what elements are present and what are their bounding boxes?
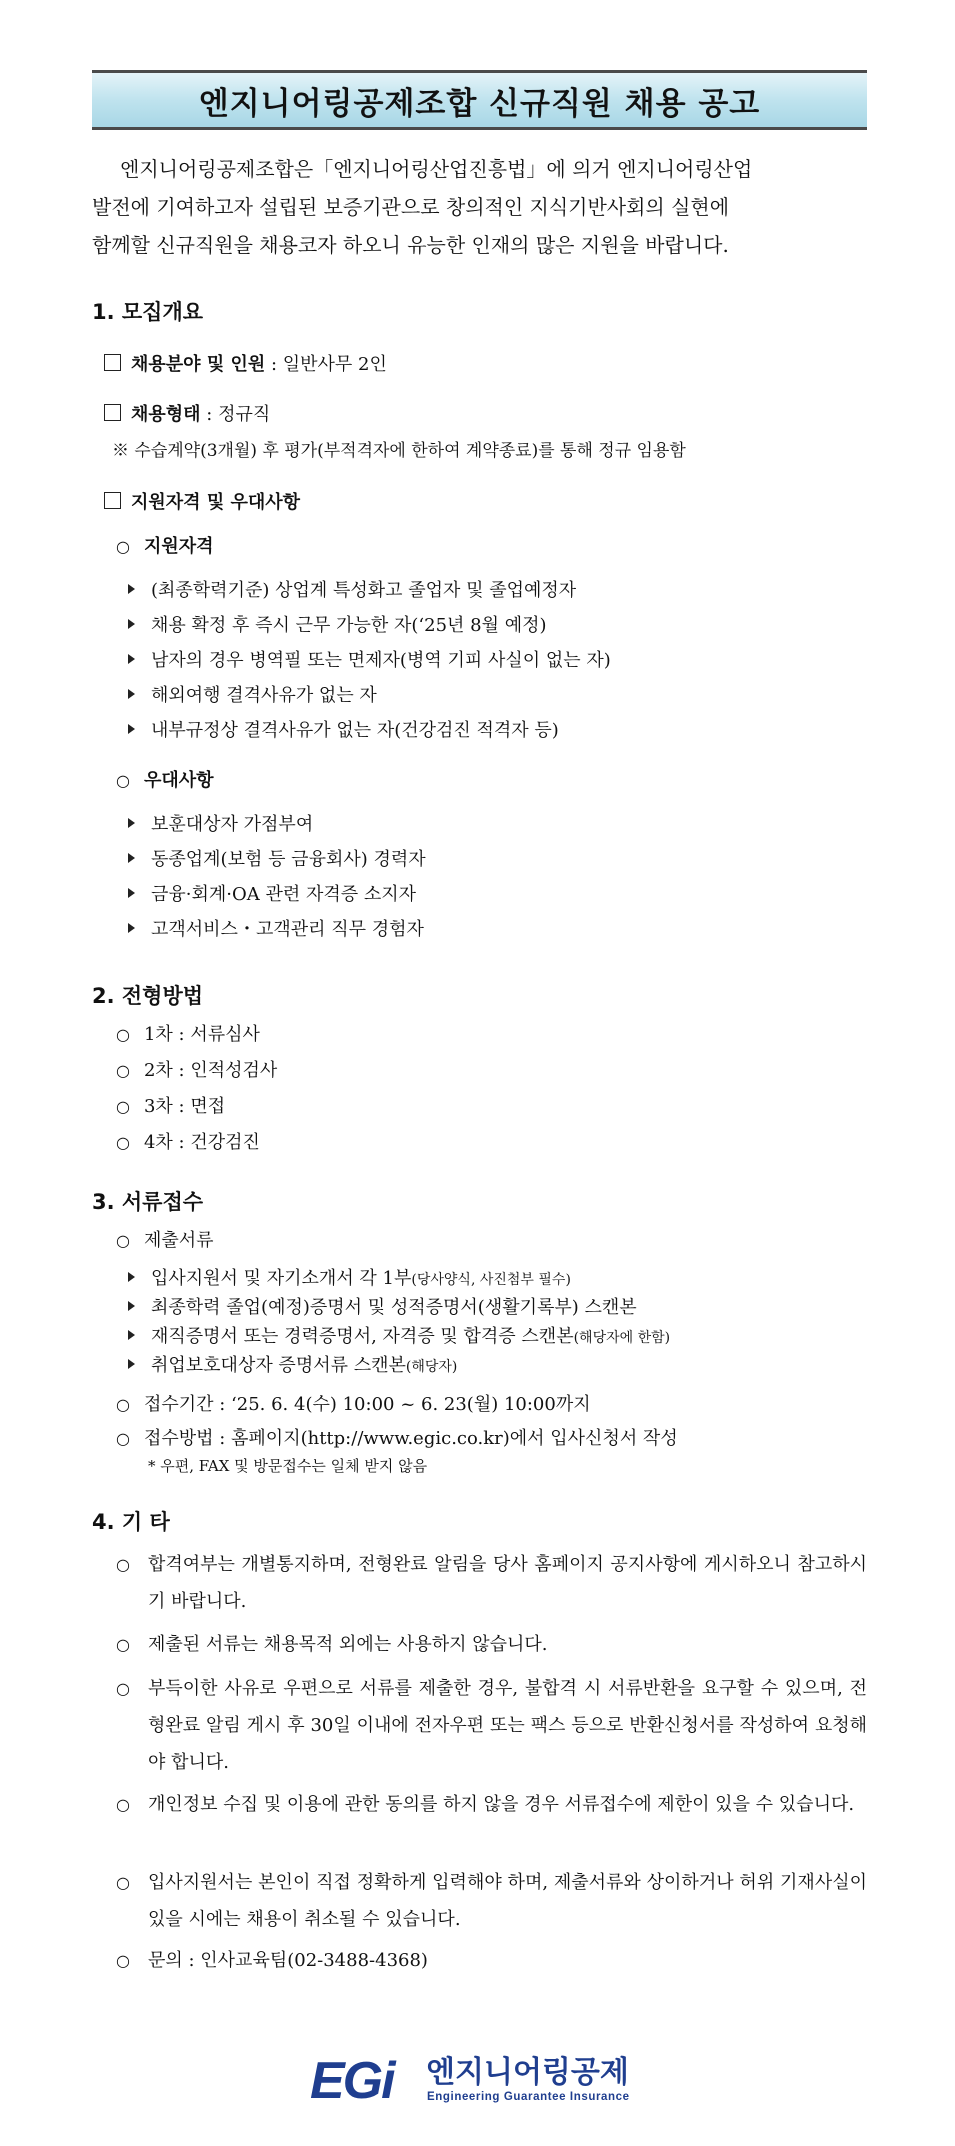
triangle-bullet-icon	[128, 654, 135, 664]
triangle-bullet-icon	[128, 888, 135, 898]
intro-line: 발전에 기여하고자 설립된 보증기관으로 창의적인 지식기반사회의 실현에	[92, 195, 730, 219]
circle-bullet-icon: ○	[116, 1951, 130, 1970]
application-method: ○ 접수방법 : 홈페이지(http://www.egic.co.kr)에서 입사신청서 작성	[116, 1428, 678, 1449]
checkbox-square-icon	[104, 404, 121, 421]
documents-subheading: ○ 제출서류	[116, 1230, 214, 1251]
intro-line: 엔지니어링공제조합은「엔지니어링산업진흥법」에 의거 엔지니어링산업	[120, 157, 753, 181]
circle-bullet-icon: ○	[116, 1097, 130, 1116]
circle-bullet-icon: ○	[116, 1429, 130, 1448]
triangle-bullet-icon	[128, 923, 135, 933]
circle-bullet-icon: ○	[116, 1679, 130, 1698]
section-heading-documents: 3. 서류접수	[92, 1190, 204, 1214]
triangle-bullet-icon	[128, 1330, 135, 1340]
list-item: 금융·회계·OA 관련 자격증 소지자	[128, 880, 416, 906]
list-item: ○ 부득이한 사유로 우편으로 서류를 제출한 경우, 불합격 시 서류반환을 요구할 수 있으며, 전형완료 알림 게시 후 30일 이내에 전자우편 또는 팩스 등으로 반환신청서를 작성하여 요청해야 합니다.	[116, 1670, 867, 1781]
triangle-bullet-icon	[128, 1272, 135, 1282]
circle-bullet-icon: ○	[116, 1873, 130, 1892]
list-item: 보훈대상자 가점부여	[128, 810, 313, 836]
list-item: ○ 4차 : 건강검진	[116, 1132, 260, 1153]
logo-subtitle: Engineering Guarantee Insurance	[427, 2091, 630, 2103]
list-item: 내부규정상 결격사유가 없는 자(건강검진 적격자 등)	[128, 716, 559, 742]
section-heading-etc: 4. 기 타	[92, 1510, 170, 1534]
circle-bullet-icon: ○	[116, 1133, 130, 1152]
checkbox-square-icon	[104, 492, 121, 509]
list-item: 채용 확정 후 즉시 근무 가능한 자(‘25년 8월 예정)	[128, 611, 547, 637]
circle-bullet-icon: ○	[116, 1555, 130, 1574]
list-item: 최종학력 졸업(예정)증명서 및 성적증명서(생활기록부) 스캔본	[128, 1293, 637, 1319]
circle-bullet-icon: ○	[116, 1061, 130, 1080]
qualification-heading: 지원자격 및 우대사항	[104, 488, 300, 514]
contact-info: ○ 문의 : 인사교육팀(02-3488-4368)	[116, 1942, 867, 1979]
list-item: 해외여행 결격사유가 없는 자	[128, 681, 377, 707]
triangle-bullet-icon	[128, 584, 135, 594]
list-item: 고객서비스・고객관리 직무 경험자	[128, 915, 424, 941]
list-item: 입사지원서 및 자기소개서 각 1부(당사양식, 사진첨부 필수)	[128, 1264, 571, 1290]
eligibility-subheading: ○ 지원자격	[116, 536, 214, 557]
application-period: ○ 접수기간 : ‘25. 6. 4(수) 10:00 ~ 6. 23(월) 10:00까지	[116, 1394, 591, 1415]
logo-mark: EGi	[310, 2052, 394, 2110]
circle-bullet-icon: ○	[116, 1231, 130, 1250]
list-item: (최종학력기준) 상업계 특성화고 졸업자 및 졸업예정자	[128, 576, 576, 602]
circle-bullet-icon: ○	[116, 1635, 130, 1654]
preference-subheading: ○ 우대사항	[116, 770, 214, 791]
circle-bullet-icon: ○	[116, 1025, 130, 1044]
intro-paragraph	[92, 150, 867, 264]
section-heading-selection: 2. 전형방법	[92, 984, 204, 1008]
list-item: ○ 1차 : 서류심사	[116, 1024, 260, 1045]
page-title: 엔지니어링공제조합 신규직원 채용 공고	[198, 85, 761, 122]
title-banner	[92, 70, 867, 130]
list-item: 취업보호대상자 증명서류 스캔본(해당자)	[128, 1351, 457, 1377]
list-item: ○ 3차 : 면접	[116, 1096, 226, 1117]
circle-bullet-icon: ○	[116, 1795, 130, 1814]
probation-note: ※ 수습계약(3개월) 후 평가(부적격자에 한하여 계약종료)를 통해 정규 임용함	[112, 441, 686, 461]
list-item: 재직증명서 또는 경력증명서, 자격증 및 합격증 스캔본(해당자에 한함)	[128, 1322, 670, 1348]
list-item: ○ 개인정보 수집 및 이용에 관한 동의를 하지 않을 경우 서류접수에 제한이 있을 수 있습니다.	[116, 1786, 867, 1823]
employment-type: 채용형태 : 정규직	[104, 400, 270, 426]
circle-bullet-icon: ○	[116, 537, 130, 556]
triangle-bullet-icon	[128, 619, 135, 629]
triangle-bullet-icon	[128, 853, 135, 863]
triangle-bullet-icon	[128, 818, 135, 828]
list-item: ○ 입사지원서는 본인이 직접 정확하게 입력해야 하며, 제출서류와 상이하거나 허위 기재사실이 있을 시에는 채용이 취소될 수 있습니다.	[116, 1864, 867, 1938]
list-item: 동종업계(보험 등 금융회사) 경력자	[128, 845, 426, 871]
section-heading-overview: 1. 모집개요	[92, 300, 204, 324]
method-note: * 우편, FAX 및 방문접수는 일체 받지 않음	[148, 1457, 428, 1475]
list-item: 남자의 경우 병역필 또는 면제자(병역 기피 사실이 없는 자)	[128, 646, 611, 672]
egi-logo	[308, 2050, 648, 2110]
list-item: ○ 제출된 서류는 채용목적 외에는 사용하지 않습니다.	[116, 1626, 867, 1663]
recruit-field: 채용분야 및 인원 : 일반사무 2인	[104, 350, 387, 376]
list-item: ○ 합격여부는 개별통지하며, 전형완료 알림을 당사 홈페이지 공지사항에 게시하오니 참고하시기 바랍니다.	[116, 1546, 867, 1620]
checkbox-square-icon	[104, 354, 121, 371]
list-item: ○ 2차 : 인적성검사	[116, 1060, 278, 1081]
logo-name: 엔지니어링공제	[426, 2055, 629, 2090]
triangle-bullet-icon	[128, 724, 135, 734]
triangle-bullet-icon	[128, 1359, 135, 1369]
intro-line: 함께할 신규직원을 채용코자 하오니 유능한 인재의 많은 지원을 바랍니다.	[92, 233, 729, 257]
triangle-bullet-icon	[128, 1301, 135, 1311]
circle-bullet-icon: ○	[116, 771, 130, 790]
triangle-bullet-icon	[128, 689, 135, 699]
circle-bullet-icon: ○	[116, 1395, 130, 1414]
